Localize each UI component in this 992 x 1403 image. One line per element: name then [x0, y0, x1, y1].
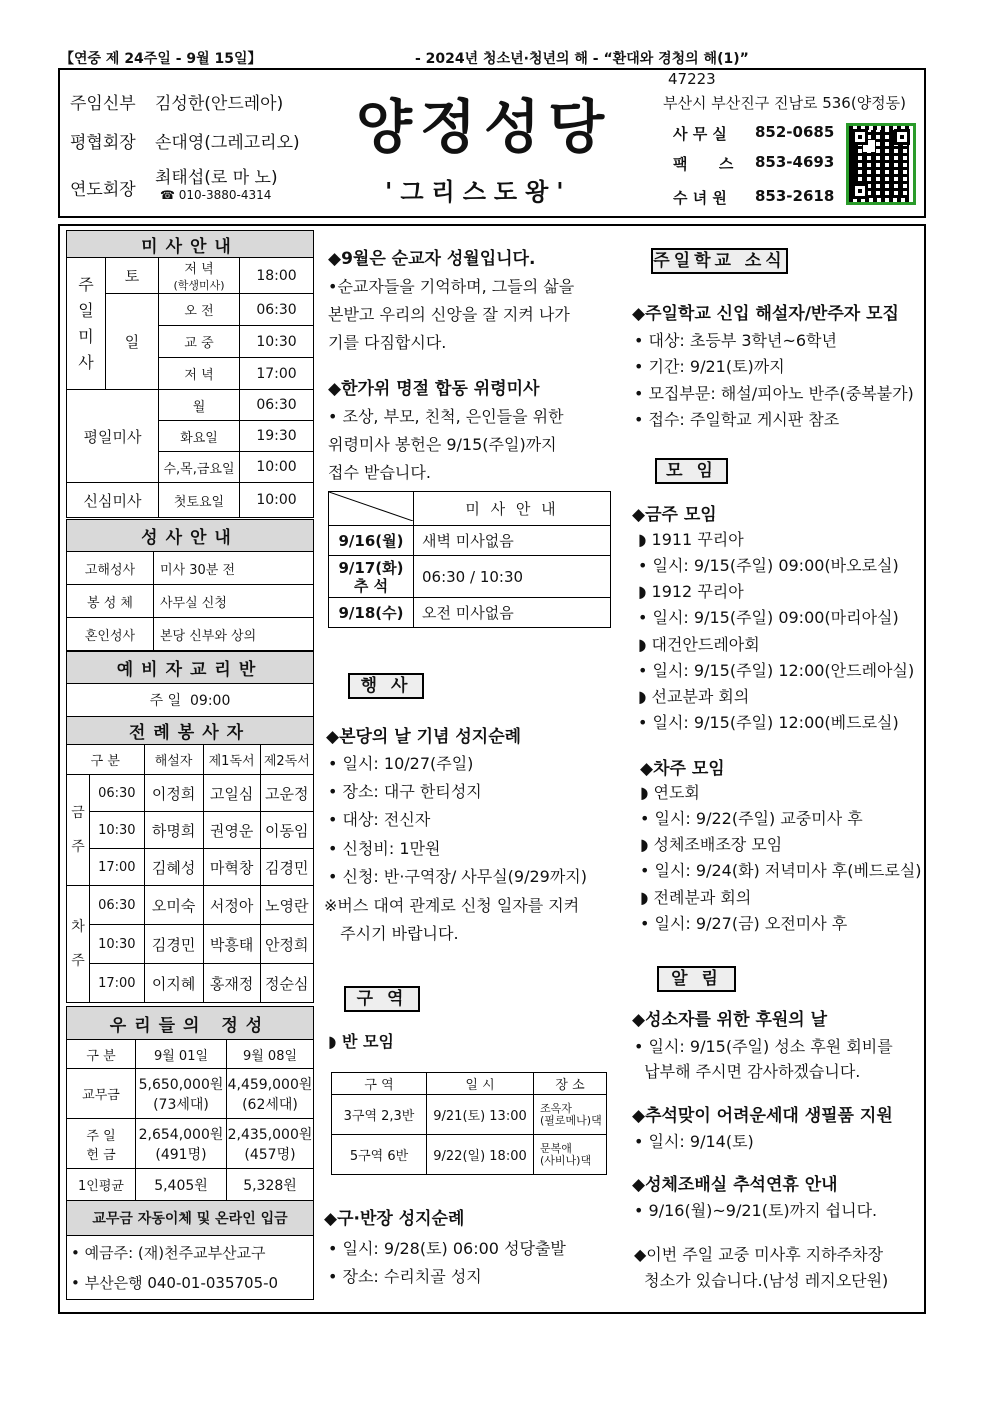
leader-pilgrimage-line: • 장소: 수리치골 성지: [328, 1267, 482, 1286]
notice-line: • 일시: 9/15(주일) 성소 후원 회비를: [634, 1037, 893, 1056]
meeting-item: ◗ 전례분과 회의: [640, 888, 752, 907]
weekday-time: 10:00: [240, 452, 314, 483]
servers-head: 제1독서: [203, 745, 260, 775]
pilgrimage-note: 주시기 바랍니다.: [330, 924, 459, 943]
mass-title: 미사안내: [67, 231, 314, 258]
sun-type: 오 전: [159, 294, 240, 326]
sacrament-name: 혼인성사: [67, 618, 154, 651]
martyr-line: 본받고 우리의 신앙을 잘 지켜 나가: [328, 305, 570, 324]
notice-heading: ◆성소자를 위한 후원의 날: [632, 1010, 828, 1030]
tithe-label: 교무금: [67, 1069, 136, 1119]
weekday-type: 월: [159, 390, 240, 421]
diagonal-line: [329, 492, 413, 521]
server-reader2: 고운정: [260, 775, 313, 812]
notice-heading: ◆추석맞이 어려운세대 생필품 지원: [632, 1106, 893, 1126]
mass-notice-head: 미 사 안 내: [414, 492, 611, 526]
ban-datetime: 9/22(일) 18:00: [427, 1135, 534, 1175]
school-line: • 모집부문: 해설/피아노 반주(중복불가): [634, 384, 914, 403]
servers-head: 구 분: [67, 745, 145, 775]
catechumen-title: 예비자교리반: [67, 652, 314, 684]
martyr-line: •순교자들을 기억하며, 그들의 삶을: [328, 277, 575, 296]
weekday-type: 수,목,금요일: [159, 452, 240, 483]
tithe-households: (73세대): [153, 1096, 209, 1113]
convent-phone: 853-2618: [755, 187, 835, 205]
pilgrimage-heading: ◆본당의 날 기념 성지순례: [326, 727, 522, 747]
parish-subtitle: '그리스도왕': [385, 177, 572, 206]
pilgrimage-line: • 대상: 전신자: [328, 810, 431, 829]
fax-label: 팩 스: [673, 155, 734, 173]
ban-head: 구 역: [332, 1073, 427, 1095]
mass-table: [66, 230, 314, 518]
sacrament-info: 사무실 신청: [154, 585, 314, 618]
ban-district: 5구역 6반: [332, 1135, 427, 1175]
server-commentator: 김혜성: [144, 849, 203, 886]
notice-line: 납부해 주시면 감사하겠습니다.: [634, 1062, 861, 1081]
collection-label: 주 일: [86, 1128, 116, 1144]
martyr-line: 기를 다짐합시다.: [328, 333, 447, 352]
chuseok-line: 접수 받습니다.: [328, 463, 431, 482]
sacrament-name: 고해성사: [67, 552, 154, 585]
server-time: 17:00: [90, 964, 145, 1003]
weekday-time: 19:30: [240, 421, 314, 452]
mass-date: 9/16(월): [329, 526, 414, 556]
martyr-heading: ◆9월은 순교자 성월입니다.: [328, 249, 536, 269]
ban-head: 일 시: [427, 1073, 534, 1095]
meeting-item: ◗ 1912 꾸리아: [638, 582, 744, 601]
tithe-amount: 4,459,000원: [227, 1076, 313, 1093]
average-amount: 5,405원: [136, 1169, 227, 1201]
collection-amount: 2,654,000원: [138, 1126, 224, 1143]
event-section-label: 행 사: [348, 673, 424, 699]
server-reader1: 권영운: [203, 812, 260, 849]
ban-meeting-table: [331, 1072, 607, 1175]
this-week-label: 금 주: [67, 775, 90, 886]
notice-line: • 9/16(월)~9/21(토)까지 쉽니다.: [634, 1201, 878, 1220]
office-label: 사 무 실: [673, 125, 727, 143]
devotion-label: 신심미사: [67, 483, 159, 518]
sun-time: 06:30: [240, 294, 314, 326]
server-time: 06:30: [90, 775, 145, 812]
next-week-label: 차 주: [67, 886, 90, 1003]
weekday-type: 화요일: [159, 421, 240, 452]
server-commentator: 이지혜: [144, 964, 203, 1003]
servers-head: 제2독서: [260, 745, 313, 775]
mass-note: 새벽 미사없음: [414, 526, 611, 556]
convent-label: 수 녀 원: [673, 189, 727, 207]
devotion-time: 10:00: [240, 483, 314, 518]
server-reader1: 고일심: [203, 775, 260, 812]
diagonal-cell: [329, 492, 414, 526]
meeting-item: • 일시: 9/15(주일) 12:00(안드레아실): [638, 661, 915, 680]
sun-type: 교 중: [159, 326, 240, 358]
council-name: 손대영(그레고리오): [155, 133, 300, 153]
ban-host: 문복애: [540, 1141, 572, 1155]
sun-type: 저 녁: [159, 358, 240, 390]
meeting-item: • 일시: 9/15(주일) 09:00(바오로실): [638, 556, 899, 575]
server-reader1: 박흥태: [203, 925, 260, 964]
qr-finder: [852, 129, 868, 145]
server-reader2: 노영란: [260, 886, 313, 925]
server-reader2: 이동임: [260, 812, 313, 849]
notice-line: 청소가 있습니다.(남성 레지오단원): [634, 1271, 889, 1290]
meeting-item: • 일시: 9/22(주일) 교중미사 후: [640, 809, 863, 828]
server-time: 06:30: [90, 886, 145, 925]
sunday-mass-label: 주 일 미 사: [67, 258, 106, 390]
offering-head: 구 분: [67, 1040, 136, 1069]
sacraments-table: [66, 519, 314, 651]
chuseok-line: • 조상, 부모, 친척, 은인들을 위한: [328, 407, 564, 426]
servers-head: 해설자: [144, 745, 203, 775]
next-week-meetings-heading: ◆차주 모임: [640, 759, 725, 779]
offering-title: 우리들의 정성: [67, 1007, 314, 1040]
qr-code[interactable]: [846, 123, 916, 205]
pilgrimage-line: • 일시: 10/27(주일): [328, 754, 474, 773]
leader-pilgrimage-line: • 일시: 9/28(토) 06:00 성당출발: [328, 1239, 566, 1258]
offering-table: [66, 1006, 314, 1300]
sun-label: 일: [106, 294, 159, 390]
district-section-label: 구 역: [344, 986, 420, 1012]
catechumen-time: 주 일 09:00: [67, 684, 314, 717]
collection-label2: 헌 금: [86, 1147, 116, 1163]
chuseok-mass-table: [328, 491, 611, 628]
ban-host-sub: (필로메나)댁: [540, 1113, 602, 1127]
pilgrimage-line: • 신청: 반·구역장/ 사무실(9/29까지): [328, 867, 587, 886]
catechumen-table: [66, 651, 314, 717]
sacraments-title: 성사안내: [67, 520, 314, 552]
prayer-phone: ☎ 010-3880-4314: [160, 188, 272, 202]
notice-line: ◆이번 주일 교중 미사후 지하주차장: [634, 1245, 884, 1264]
server-commentator: 하명희: [144, 812, 203, 849]
meeting-item: • 일시: 9/27(금) 오전미사 후: [640, 914, 848, 933]
servers-table: [66, 716, 314, 1003]
sat-time: 18:00: [240, 258, 314, 294]
server-reader1: 마혁창: [203, 849, 260, 886]
meeting-item: ◗ 대건안드레아회: [638, 635, 760, 654]
year-theme: - 2024년 청소년·청년의 해 - “환대와 경청의 해(1)”: [415, 51, 749, 67]
pilgrimage-note: ※버스 대여 관계로 신청 일자를 지켜: [324, 896, 580, 915]
leader-pilgrimage-heading: ◆구·반장 성지순례: [324, 1209, 465, 1229]
mass-note: 오전 미사없음: [414, 598, 611, 628]
devotion-type: 첫토요일: [159, 483, 240, 518]
school-line: • 접수: 주일학교 게시판 참조: [634, 410, 840, 429]
mass-date-sub: 추 석: [353, 576, 389, 595]
account-holder: • 예금주: (재)천주교부산교구: [71, 1243, 266, 1262]
meeting-section-label: 모 임: [655, 458, 728, 484]
average-amount: 5,328원: [227, 1169, 314, 1201]
offering-head: 9월 08일: [227, 1040, 314, 1069]
weekday-mass-label: 평일미사: [67, 390, 159, 483]
mass-note: 06:30 / 10:30: [414, 556, 611, 598]
server-commentator: 오미숙: [144, 886, 203, 925]
server-reader1: 홍재정: [203, 964, 260, 1003]
tithe-households: (62세대): [242, 1096, 298, 1113]
meeting-item: ◗ 선교분과 회의: [638, 687, 750, 706]
notice-line: • 일시: 9/14(토): [634, 1132, 754, 1151]
server-commentator: 이정희: [144, 775, 203, 812]
school-line: • 기간: 9/21(토)까지: [634, 357, 785, 376]
sat-type: 저 녁: [184, 262, 214, 277]
collection-amount: 2,435,000원: [227, 1126, 313, 1143]
pastor-label: 주임신부: [70, 94, 136, 114]
server-time: 10:30: [90, 812, 145, 849]
issue-label: 【연중 제 24주일 - 9월 15일】: [60, 51, 262, 67]
server-time: 17:00: [90, 849, 145, 886]
school-line: • 대상: 초등부 3학년~6학년: [634, 331, 837, 350]
ban-host-sub: (사비나)댁: [540, 1153, 592, 1167]
ban-head: 장 소: [534, 1073, 607, 1095]
sacrament-name: 봉 성 체: [67, 585, 154, 618]
pilgrimage-line: • 장소: 대구 한티성지: [328, 782, 482, 801]
server-reader1: 서정아: [203, 886, 260, 925]
server-reader2: 김경민: [260, 849, 313, 886]
this-week-meetings-heading: ◆금주 모임: [632, 505, 717, 525]
notice-heading: ◆성체조배실 추석연휴 안내: [632, 1175, 838, 1195]
ban-district: 3구역 2,3반: [332, 1095, 427, 1135]
ban-datetime: 9/21(토) 13:00: [427, 1095, 534, 1135]
pilgrimage-line: • 신청비: 1만원: [328, 839, 441, 858]
sun-time: 10:30: [240, 326, 314, 358]
servers-title: 전례봉사자: [67, 717, 314, 745]
server-commentator: 김경민: [144, 925, 203, 964]
auto-transfer-title: 교무금 자동이체 및 온라인 입금: [67, 1201, 314, 1236]
ban-meeting-heading: ◗ 반 모임: [328, 1032, 394, 1051]
chuseok-heading: ◆한가위 명절 합동 위령미사: [328, 379, 540, 399]
parish-title: 양정성당: [356, 93, 613, 161]
bank-account: • 부산은행 040-01-035705-0: [71, 1273, 279, 1292]
weekday-time: 06:30: [240, 390, 314, 421]
sun-time: 17:00: [240, 358, 314, 390]
tithe-amount: 5,650,000원: [138, 1076, 224, 1093]
sacrament-info: 미사 30분 전: [154, 552, 314, 585]
offering-head: 9월 01일: [136, 1040, 227, 1069]
address: 부산시 부산진구 진남로 536(양정동): [663, 94, 907, 112]
sat-label: 토: [106, 258, 159, 294]
meeting-item: • 일시: 9/15(주일) 09:00(마리아실): [638, 608, 899, 627]
meeting-item: • 일시: 9/15(주일) 12:00(베드로실): [638, 713, 899, 732]
mass-date: 9/17(화): [338, 558, 404, 577]
qr-finder: [894, 129, 910, 145]
top-line: [60, 48, 928, 68]
meeting-item: • 일시: 9/24(화) 저녁미사 후(베드로실): [640, 861, 922, 880]
server-time: 10:30: [90, 925, 145, 964]
prayer-name: 최태섭(로 마 노): [155, 168, 278, 188]
prayer-label: 연도회장: [70, 180, 136, 200]
pastor-name: 김성한(안드레아): [155, 94, 284, 114]
meeting-item: ◗ 성체조배조장 모임: [640, 835, 783, 854]
meeting-item: ◗ 1911 꾸리아: [638, 530, 744, 549]
sat-type2: (학생미사): [173, 279, 225, 292]
school-heading: ◆주일학교 신입 해설자/반주자 모집: [632, 304, 899, 324]
chuseok-line: 위령미사 봉헌은 9/15(주일)까지: [328, 435, 557, 454]
average-label: 1인평균: [67, 1169, 136, 1201]
notice-section-label: 알 림: [657, 966, 736, 992]
server-reader2: 안정희: [260, 925, 313, 964]
mass-date: 9/18(수): [329, 598, 414, 628]
server-reader2: 정순심: [260, 964, 313, 1003]
zip-code: 47223: [668, 70, 716, 88]
collection-people: (491명): [155, 1146, 207, 1163]
office-phone: 852-0685: [755, 123, 835, 141]
qr-finder: [852, 183, 868, 199]
collection-people: (457명): [244, 1146, 296, 1163]
sacrament-info: 본당 신부와 상의: [154, 618, 314, 651]
council-label: 평협회장: [70, 133, 136, 153]
ban-host: 조옥자: [540, 1101, 572, 1115]
sunday-school-section-label: 주일학교 소식: [651, 248, 788, 274]
fax-number: 853-4693: [755, 153, 835, 171]
meeting-item: ◗ 연도회: [640, 783, 700, 802]
